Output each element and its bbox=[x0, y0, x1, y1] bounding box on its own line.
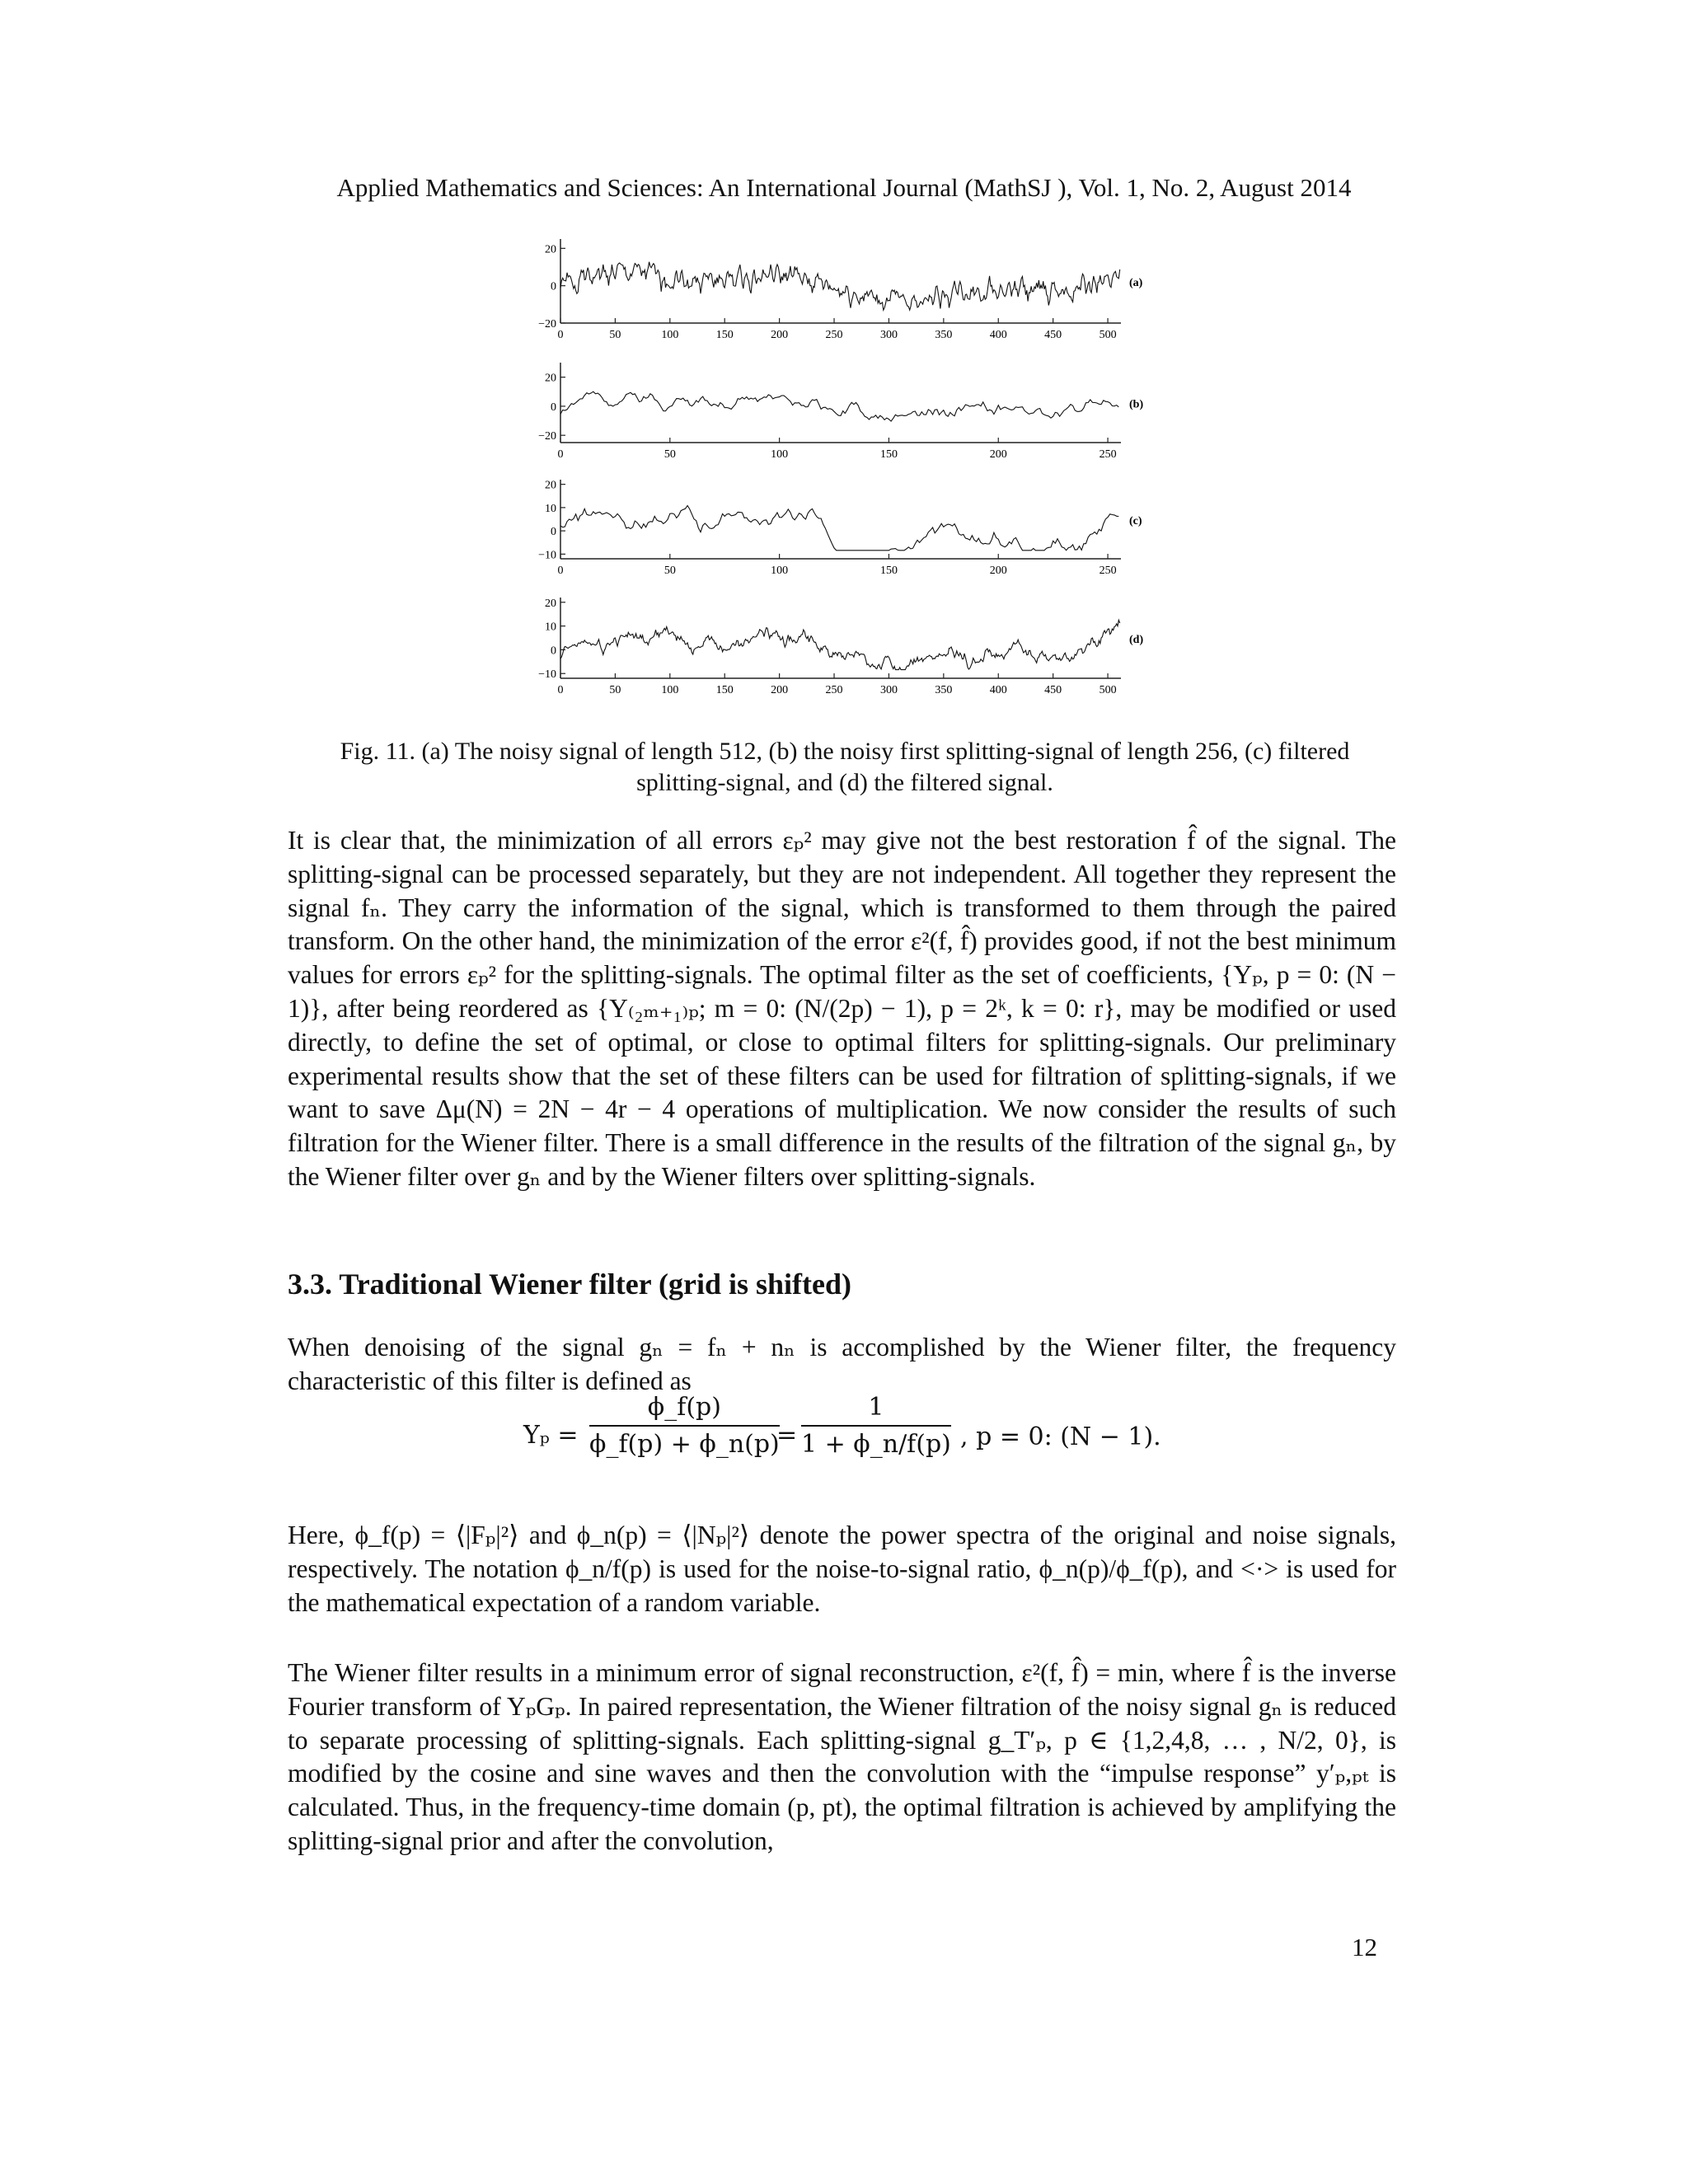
y-tick-label: −10 bbox=[538, 549, 556, 562]
signal-trace bbox=[560, 391, 1118, 421]
equation-fraction-1 bbox=[589, 1393, 780, 1459]
y-tick-label: 20 bbox=[545, 479, 556, 492]
x-tick-label: 0 bbox=[557, 448, 564, 461]
y-tick-label: 20 bbox=[545, 372, 556, 385]
y-tick-label: −10 bbox=[538, 668, 556, 682]
x-tick-label: 100 bbox=[771, 565, 789, 577]
y-tick-label: −20 bbox=[538, 430, 556, 443]
x-tick-label: 50 bbox=[609, 329, 621, 341]
y-tick-label: 10 bbox=[545, 502, 556, 515]
section-heading: 3.3. Traditional Wiener filter (grid is shifted) bbox=[288, 1268, 851, 1301]
x-tick-label: 250 bbox=[1099, 565, 1117, 577]
signal-trace bbox=[560, 506, 1118, 551]
x-tick-label: 250 bbox=[825, 329, 843, 341]
page-number: 12 bbox=[1352, 1933, 1377, 1961]
x-tick-label: 200 bbox=[989, 565, 1007, 577]
journal-header: Applied Mathematics and Sciences: An International Journal (MathSJ ), Vol. 1, No. 2, August 2014 bbox=[336, 173, 1352, 202]
x-tick-label: 0 bbox=[557, 329, 564, 341]
x-tick-label: 450 bbox=[1044, 684, 1062, 696]
x-tick-label: 100 bbox=[771, 448, 789, 461]
signal-figure bbox=[528, 227, 1154, 713]
x-tick-label: 50 bbox=[663, 565, 676, 577]
x-tick-label: 350 bbox=[935, 329, 953, 341]
paragraph-1: It is clear that, the minimization of all errors εₚ² may give not the best restoration f̂ of the signal. The splitting-signal can be processed separately, but they are not independent. All together they represent the signal fₙ. They carry the information of the signal, which is transformed to them through the paired transform. On the other hand, the minimization of the error ε²(f, f̂) provides good, if not the best minimum values for errors εₚ² for the splitting-signals. The optimal filter as the set of coefficients, {Yₚ, p = 0: (N − 1)}, after being reordered as {Y₍₂ₘ₊₁₎ₚ; m = 0: (N/(2p) − 1), p = 2ᵏ, k = 0: r}, may be modified or used directly, to define the set of optimal, or close to optimal filters for splitting-signals. Our preliminary experimental results show that the set of these filters can be used for filtration of splitting-signals, if we want to save Δμ(N) = 2N − 4r − 4 operations of multiplication. We now consider the results of such filtration for the Wiener filter. There is a small difference in the results of the filtration of the signal gₙ, by the Wiener filter over gₙ and by the Wiener filters over splitting-signals. bbox=[288, 826, 1396, 1191]
figure-caption bbox=[272, 736, 1418, 799]
fraction-1-numerator: ϕ_f(p) bbox=[589, 1393, 780, 1427]
x-tick-label: 450 bbox=[1044, 329, 1062, 341]
fraction-1-denominator: ϕ_f(p) + ϕ_n(p) bbox=[589, 1430, 780, 1459]
x-tick-label: 300 bbox=[879, 329, 898, 341]
x-tick-label: 300 bbox=[879, 684, 898, 696]
x-tick-label: 350 bbox=[935, 684, 953, 696]
x-tick-label: 150 bbox=[879, 565, 898, 577]
x-tick-label: 250 bbox=[1099, 448, 1117, 461]
x-tick-label: 0 bbox=[557, 565, 564, 577]
x-tick-label: 200 bbox=[771, 329, 789, 341]
panel-label: (b) bbox=[1129, 398, 1144, 411]
panel-label: (d) bbox=[1129, 634, 1144, 646]
x-tick-label: 400 bbox=[989, 329, 1007, 341]
paragraph-2: When denoising of the signal gₙ = fₙ + nₙ is accomplished by the Wiener filter, the frequency characteristic of this filter is defined as bbox=[288, 1333, 1396, 1395]
equation-lhs: Yₚ = bbox=[523, 1421, 579, 1450]
x-tick-label: 150 bbox=[715, 329, 734, 341]
y-tick-label: 0 bbox=[551, 644, 556, 658]
equation-equals: = bbox=[776, 1421, 798, 1450]
y-tick-label: 20 bbox=[545, 243, 556, 256]
x-tick-label: 200 bbox=[989, 448, 1007, 461]
caption-line-1: Fig. 11. (a) The noisy signal of length 512, (b) the noisy first splitting-signal of length 256, (c) filtered bbox=[340, 738, 1350, 765]
x-tick-label: 500 bbox=[1099, 329, 1117, 341]
x-tick-label: 200 bbox=[771, 684, 789, 696]
x-tick-label: 100 bbox=[661, 329, 679, 341]
fraction-2-denominator: 1 + ϕ_n/f(p) bbox=[801, 1430, 951, 1459]
x-tick-label: 250 bbox=[825, 684, 843, 696]
y-tick-label: 0 bbox=[551, 526, 556, 539]
equation-fraction-2 bbox=[801, 1393, 951, 1459]
y-tick-label: −20 bbox=[538, 318, 556, 330]
x-tick-label: 50 bbox=[609, 684, 621, 696]
y-tick-label: 0 bbox=[551, 280, 556, 293]
x-tick-label: 500 bbox=[1099, 684, 1117, 696]
signal-trace bbox=[560, 620, 1120, 669]
y-tick-label: 0 bbox=[551, 401, 556, 414]
x-tick-label: 150 bbox=[879, 448, 898, 461]
x-tick-label: 400 bbox=[989, 684, 1007, 696]
x-tick-label: 100 bbox=[661, 684, 679, 696]
panel-label: (c) bbox=[1129, 515, 1142, 527]
paragraph-3: Here, ϕ_f(p) = ⟨|Fₚ|²⟩ and ϕ_n(p) = ⟨|Nₚ|²⟩ denote the power spectra of the original and noise signals, respectively. The notation ϕ_n/f(p) is used for the noise-to-signal ratio, ϕ_n(p)/ϕ_f(p), and <·> is used for the mathematical expectation of a random variable. bbox=[288, 1521, 1396, 1617]
paragraph-4: The Wiener filter results in a minimum error of signal reconstruction, ε²(f, f̂) = min, where f̂ is the inverse Fourier transform of YₚGₚ. In paired representation, the Wiener filtration of the noisy signal gₙ is reduced to separate processing of splitting-signals. Each splitting-signal g_T′ₚ, p ∈ {1,2,4,8, … , N/2, 0}, is modified by the cosine and sine waves and then the convolution with the “impulse response” y′ₚ,ₚₜ is calculated. Thus, in the frequency-time domain (p, pt), the optimal filtration is achieved by amplifying the splitting-signal prior and after the convolution, bbox=[288, 1658, 1396, 1855]
y-tick-label: 10 bbox=[545, 621, 556, 634]
fraction-2-numerator: 1 bbox=[801, 1393, 951, 1427]
x-tick-label: 0 bbox=[557, 684, 564, 696]
caption-line-2: splitting-signal, and (d) the filtered signal. bbox=[636, 769, 1053, 796]
signal-trace bbox=[560, 262, 1120, 311]
x-tick-label: 150 bbox=[715, 684, 734, 696]
x-tick-label: 50 bbox=[663, 448, 676, 461]
panel-label: (a) bbox=[1129, 277, 1143, 289]
equation-range: , p = 0: (N − 1). bbox=[960, 1422, 1161, 1451]
y-tick-label: 20 bbox=[545, 597, 556, 610]
wiener-equation bbox=[511, 1393, 1253, 1483]
